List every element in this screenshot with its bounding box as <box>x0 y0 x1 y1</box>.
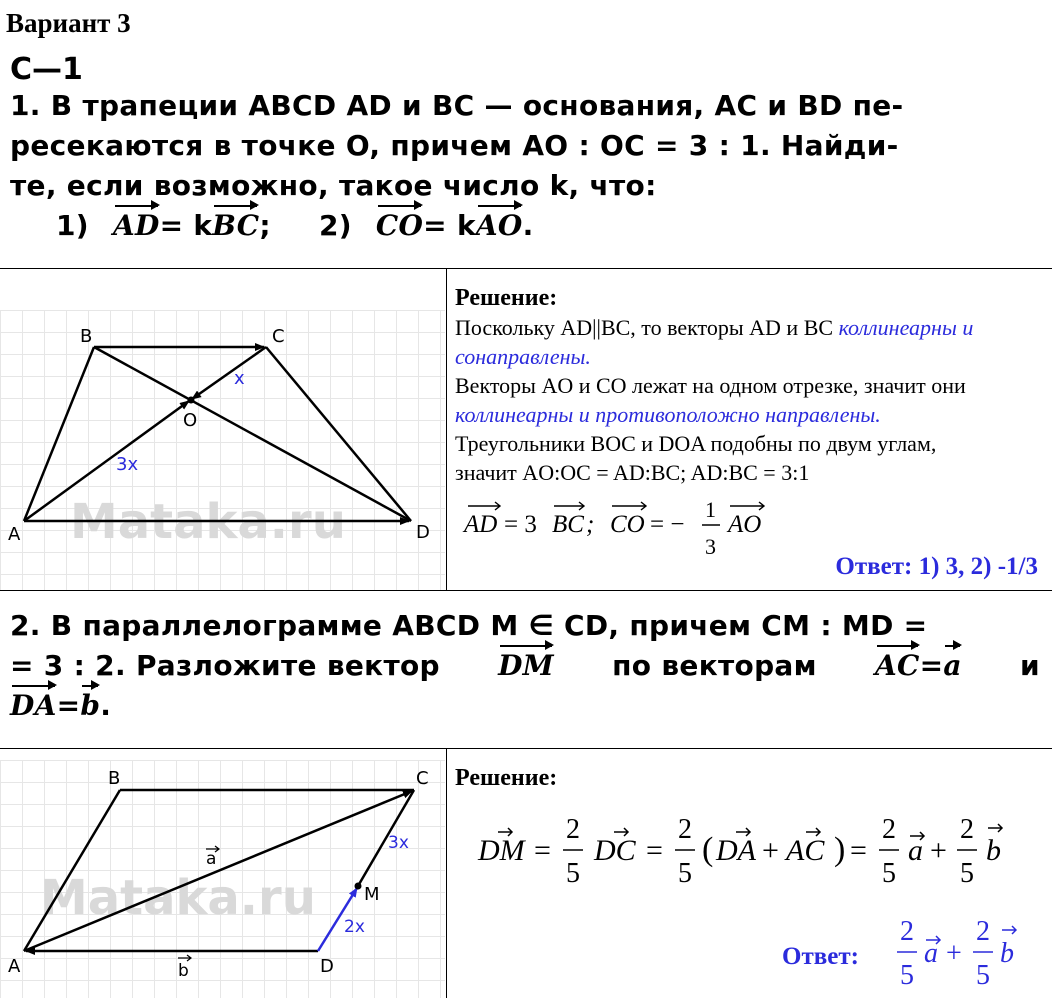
solution-1-p2-text: Векторы AO и CO лежат на одном отрезке, значит они <box>455 373 966 398</box>
label-a: A <box>8 524 21 545</box>
f2-num-1: 2 <box>566 814 580 845</box>
answer-2-formula <box>892 910 1032 994</box>
answer-1: Ответ: 1) 3, 2) -1/3 <box>835 553 1038 580</box>
vector-b: b <box>80 686 100 726</box>
table-2-divider <box>446 748 447 998</box>
solution-1-p1-text: Поскольку AD||BC, то векторы AD и BC <box>455 315 839 340</box>
vector-ac: AC <box>875 646 920 686</box>
watermark-2: Mataka.ru <box>40 870 316 926</box>
ans2-num-1: 2 <box>900 916 914 947</box>
part-1-end: ; <box>259 209 271 242</box>
problem-2-line-3: DA=b. <box>10 686 1040 726</box>
problem-2-line-2 <box>10 646 1040 686</box>
parallelogram-figure <box>0 748 446 998</box>
solution-1-p3-line-2: значит AO:OC = AD:BC; AD:BC = 3:1 <box>455 460 810 485</box>
point-o <box>188 397 195 404</box>
part-2-eq: = k <box>423 209 476 242</box>
watermark-1: Mataka.ru <box>70 494 346 550</box>
label-m: M <box>364 884 380 905</box>
f2-da: DA <box>716 834 756 867</box>
vector-ao: AO <box>476 206 523 246</box>
arrow-ao <box>730 502 764 510</box>
problem-2-line-2-text: = 3 : 2. Разложите вектор <box>10 649 440 682</box>
f2-den-1: 5 <box>566 858 580 889</box>
vector-bc: BC <box>212 206 259 246</box>
solution-1-p1-italic: коллинеарны и сонаправлены <box>455 315 974 369</box>
part-1-eq: = k <box>159 209 213 242</box>
f2-num-4: 2 <box>960 814 974 845</box>
formula-ao: AO <box>728 511 762 538</box>
solution-1-formula <box>460 492 790 562</box>
arrow-ad <box>468 502 500 510</box>
problem-1-line-3: те, если возможно, такое число k, что: <box>10 169 657 202</box>
arrow-co <box>612 502 646 510</box>
ans2-arrow-b <box>1002 926 1016 934</box>
arrow-bc <box>554 502 584 510</box>
label-a: A <box>8 956 21 977</box>
problem-2-line-1: 2. В параллелограмме ABCD M ∈ CD, причем CM : MD = <box>10 609 928 642</box>
vector-dm: DM <box>498 646 554 686</box>
trapezoid-figure <box>0 268 446 590</box>
f2-arrow-b <box>988 824 1002 832</box>
table-1-divider <box>446 268 447 590</box>
problem-1-line-2: ресекаются в точке O, причем AO : OC = 3 : 1. Найди- <box>10 129 899 162</box>
f2-lparen: ( <box>702 831 714 868</box>
label-x: x <box>234 368 245 389</box>
solution-1-heading: Решение: <box>455 285 558 311</box>
f2-eq-3: = <box>850 834 867 867</box>
solution-1-p1 <box>455 313 1049 371</box>
label-3x: 3x <box>388 833 409 853</box>
vector-co-line <box>192 347 266 399</box>
solution-1-p2-italic: коллинеарны и противоположно направлены. <box>455 402 881 427</box>
eq-sign-1: = <box>919 649 944 682</box>
vector-ad: AD <box>113 206 160 246</box>
table-1-bottom-border <box>0 590 1052 591</box>
label-d: D <box>320 956 334 977</box>
f2-b: b <box>986 834 1001 867</box>
ans2-b: b <box>1000 938 1014 969</box>
part-2-label: 2) <box>318 209 352 242</box>
solution-1-p1-end: . <box>585 344 591 369</box>
ans2-den-1: 5 <box>900 960 914 991</box>
label-d: D <box>416 522 430 543</box>
f2-ac: AC <box>786 834 825 867</box>
f2-den-2: 5 <box>678 858 692 889</box>
formula-eq-3: = 3 <box>504 511 537 538</box>
ans2-den-2: 5 <box>976 960 990 991</box>
f2-eq-1: = <box>534 834 551 867</box>
side-cd <box>266 347 411 521</box>
f2-den-4: 5 <box>960 858 974 889</box>
problem-1-line-1: 1. В трапеции ABCD AD и BC — основания, AC и BD пе- <box>10 89 904 122</box>
problem-2-line-2-and: и <box>1020 649 1040 682</box>
vector-co: CO <box>376 206 423 246</box>
formula-co: CO <box>610 511 645 538</box>
f2-plus-1: + <box>762 834 779 867</box>
f2-num-2: 2 <box>678 814 692 845</box>
f2-rparen: ) <box>834 831 846 868</box>
solution-2-heading: Решение: <box>455 765 558 791</box>
formula-num: 1 <box>705 497 716 522</box>
solution-2-formula <box>474 808 1034 892</box>
f2-dm: DM <box>478 834 525 867</box>
f2-dc: DC <box>594 834 636 867</box>
label-3x: 3x <box>116 454 139 475</box>
ans2-plus: + <box>946 938 962 969</box>
side-ab <box>24 790 120 951</box>
label-c: C <box>416 768 429 789</box>
ans2-num-2: 2 <box>976 916 990 947</box>
f2-num-3: 2 <box>882 814 896 845</box>
problem-1 <box>10 86 903 246</box>
label-2x: 2x <box>344 917 365 937</box>
f2-a: a <box>908 834 923 867</box>
label-c: C <box>272 326 285 347</box>
label-vec-a: a <box>206 849 217 869</box>
label-vec-b: b <box>178 961 189 981</box>
problem-2-line-2-mid: по векторам <box>612 649 817 682</box>
part-2-end: . <box>522 209 534 242</box>
label-b: B <box>80 326 93 347</box>
label-b: B <box>108 768 121 789</box>
section-title: С—1 <box>10 52 83 87</box>
problem-1-parts <box>10 206 903 246</box>
formula-bc: BC <box>552 511 584 538</box>
solution-1 <box>455 284 1049 487</box>
solution-1-p2 <box>455 371 1049 429</box>
problem-2 <box>10 606 1040 726</box>
formula-ad: AD <box>464 511 498 538</box>
ans2-a: a <box>924 938 938 969</box>
label-o: O <box>183 410 198 431</box>
point-m <box>355 883 362 890</box>
variant-title: Вариант 3 <box>6 8 131 38</box>
formula-den: 3 <box>705 534 716 559</box>
eq-sign-2: = <box>56 689 81 722</box>
solution-1-p3-line-1: Треугольники BOC и DOA подобны по двум углам, <box>455 431 937 456</box>
formula-sep: ; <box>586 511 595 538</box>
answer-2-label: Ответ: <box>782 943 859 970</box>
vector-a: a <box>943 646 961 686</box>
f2-plus-2: + <box>930 834 947 867</box>
part-1-label: 1) <box>56 209 89 242</box>
vector-da: DA <box>10 686 57 726</box>
formula-eq-minus: = − <box>650 511 685 538</box>
solution-2 <box>455 764 557 793</box>
f2-eq-2: = <box>646 834 663 867</box>
f2-den-3: 5 <box>882 858 896 889</box>
